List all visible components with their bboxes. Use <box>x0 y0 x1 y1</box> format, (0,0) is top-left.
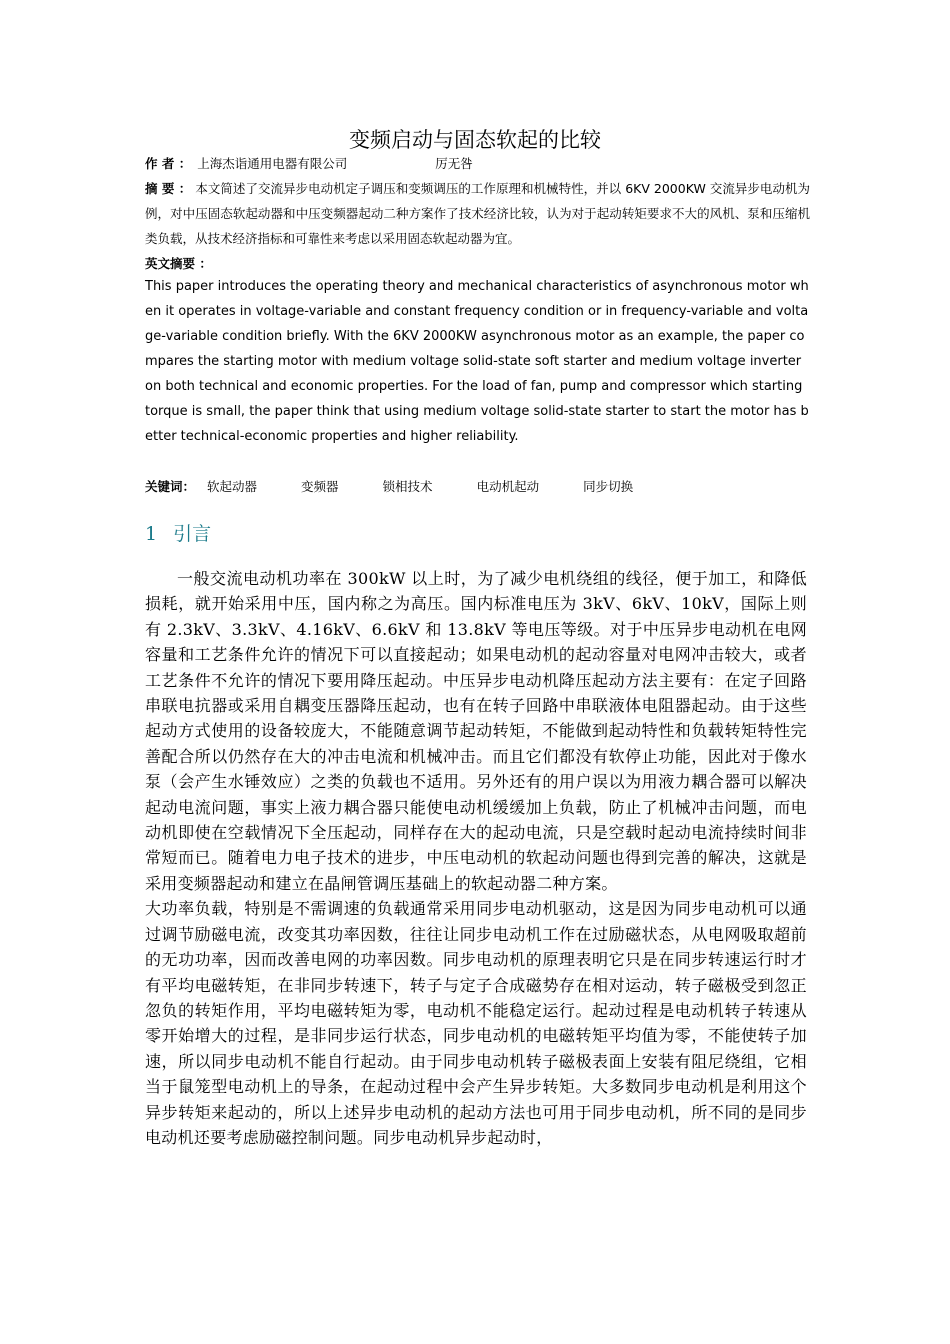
keywords-label: 关键词： <box>145 479 196 494</box>
section-number: 1 <box>145 523 158 545</box>
keywords <box>145 477 677 495</box>
english-abstract-text: This paper introduces the operating theory and mechanical characteristics of asynchronous motor when it operates in voltage-variable and constant frequency condition or in frequency-variable and voltage-variable condition briefly. With the 6KV 2000KW asynchronous motor as an example, the paper compares the starting motor with medium voltage solid-state soft starter and medium voltage inverter on both technical and economic properties. For the load of fan, pump and compressor which starting torque is small, the paper think that using medium voltage solid-state starter to start the motor has better technical-economic properties and higher reliability. <box>145 279 809 444</box>
abstract <box>145 176 810 251</box>
keyword-item: 变频器 <box>301 479 339 494</box>
author-org: 上海杰诣通用电器有限公司 <box>197 156 348 171</box>
paragraph: 一般交流电动机功率在 300kW 以上时，为了减少电机绕组的线径，便于加工，和降低损耗，就开始采用中压，国内称之为高压。国内标准电压为 3kV、6kV、10kV，国际上则有 2.3kV、3.3kV、4.16kV、6.6kV 和 13.8kV 等电压等级。对于中压异步电动机在电网容量和工艺条件允许的情况下可以直接起动；如果电动机的起动容量对电网冲击较大，或者工艺条件不允许的情况下要用降压起动。中压异步电动机降压起动方法主要有：在定子回路串联电抗器或采用自耦变压器降压起动，也有在转子回路中串联液体电阻器起动。由于这些起动方式使用的设备较庞大，不能随意调节起动转矩，不能做到起动特性和负载转矩特性完善配合所以仍然存在大的冲击电流和机械冲击。而且它们都没有软停止功能，因此对于像水泵（会产生水锤效应）之类的负载也不适用。另外还有的用户误以为用液力耦合器可以解决起动电流问题，事实上液力耦合器只能使电动机缓缓加上负载，防止了机械冲击问题，而电动机即使在空载情况下全压起动，同样存在大的起动电流，只是空载时起动电流持续时间非常短而已。随着电力电子技术的进步，中压电动机的软起动问题也得到完善的解决，这就是采用变频器起动和建立在晶闸管调压基础上的软起动器二种方案。 <box>145 569 807 893</box>
author-label: 作 者 ： <box>145 156 192 171</box>
section-title: 引言 <box>173 523 212 545</box>
keyword-item: 同步切换 <box>583 479 634 494</box>
abstract-label: 摘 要 ： <box>145 181 192 196</box>
author-line <box>145 154 473 172</box>
body-text <box>145 566 807 1150</box>
keyword-item: 锁相技术 <box>382 479 433 494</box>
section-heading <box>145 519 211 546</box>
paper-title: 变频启动与固态软起的比较 <box>349 128 601 152</box>
keyword-item: 软起动器 <box>207 479 258 494</box>
paragraph: 大功率负载，特别是不需调速的负载通常采用同步电动机驱动，这是因为同步电动机可以通过调节励磁电流，改变其功率因数，往往让同步电动机工作在过励磁状态，从电网吸取超前的无功功率，因而改善电网的功率因数。同步电动机的原理表明它只是在同步转速运行时才有平均电磁转矩，在非同步转速下，转子与定子合成磁势存在相对运动，转子磁极受到忽正忽负的转矩作用，平均电磁转矩为零，电动机不能稳定运行。起动过程是电动机转子转速从零开始增大的过程，是非同步运行状态，同步电动机的电磁转矩平均值为零，不能使转子加速，所以同步电动机不能自行起动。由于同步电动机转子磁极表面上安装有阻尼绕组，它相当于鼠笼型电动机上的导条，在起动过程中会产生异步转矩。大多数同步电动机是利用这个异步转矩来起动的，所以上述异步电动机的起动方法也可用于同步电动机，所不同的是同步电动机还要考虑励磁控制问题。同步电动机异步起动时， <box>145 899 807 1147</box>
author-name: 厉无咎 <box>435 156 473 171</box>
keyword-item: 电动机起动 <box>476 479 540 494</box>
english-abstract-label: 英文摘要 ： <box>145 256 212 271</box>
abstract-text: 本文简述了交流异步电动机定子调压和变频调压的工作原理和机械特性，并以 6KV 2000KW 交流异步电动机为例，对中压固态软起动器和中压变频器起动二种方案作了技术经济比较，认为对于起动转矩要求不大的风机、泵和压缩机类负载，从技术经济指标和可靠性来考虑以采用固态软起动器为宜。 <box>145 181 810 246</box>
